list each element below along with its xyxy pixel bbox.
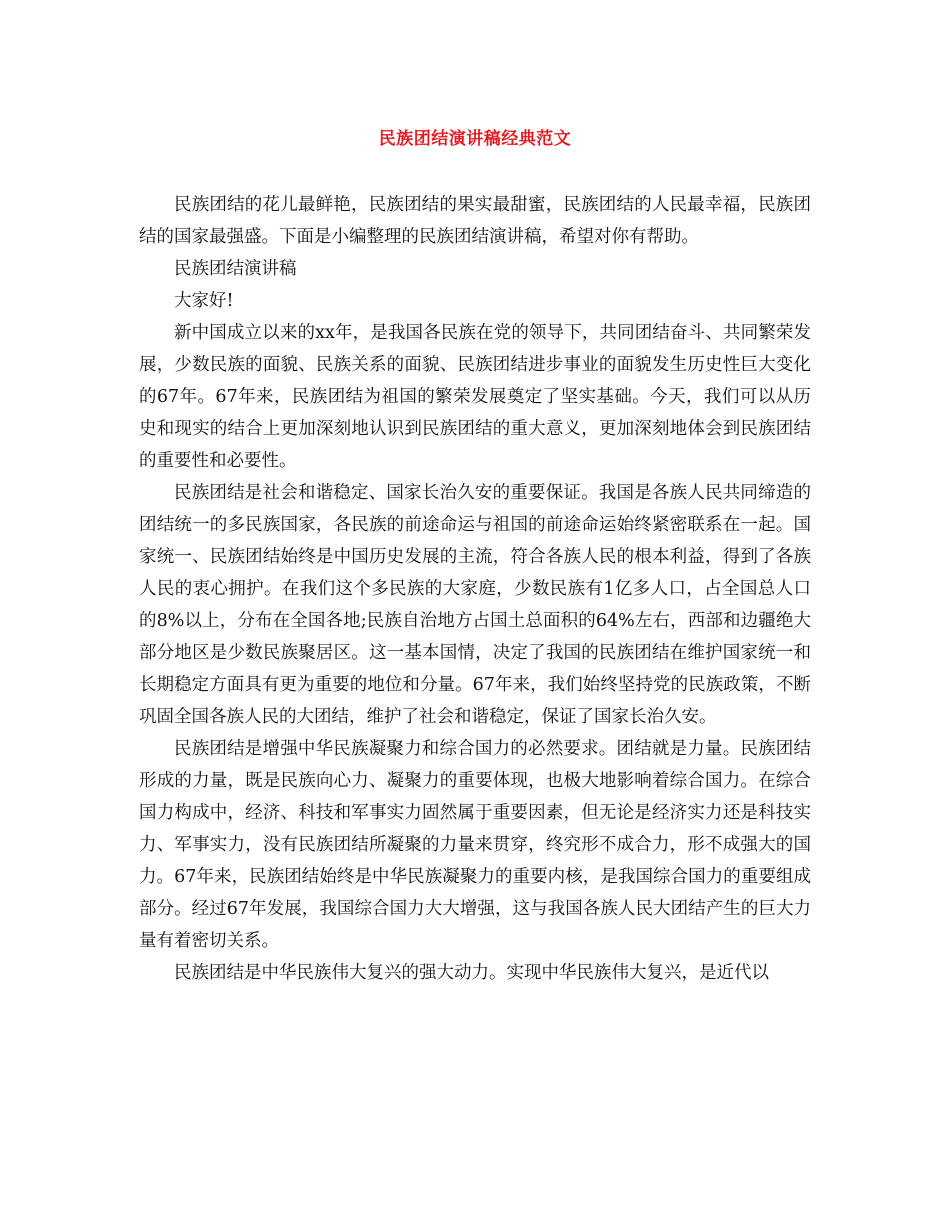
paragraph-subtitle: 民族团结演讲稿 <box>174 259 297 279</box>
paragraph-intro: 民族团结的花儿最鲜艳，民族团结的果实最甜蜜，民族团结的人民最幸福，民族团结的国家最强盛。下面是小编整理的民族团结演讲稿，希望对你有帮助。 <box>139 195 811 247</box>
paragraph-2: 民族团结是社会和谐稳定、国家长治久安的重要保证。我国是各族人民共同缔造的团结统一的多民族国家，各民族的前途命运与祖国的前途命运始终紧密联系在一起。国家统一、民族团结始终是中国历史发展的主流，符合各族人民的根本利益，得到了各族人民的衷心拥护。在我们这个多民族的大家庭，少数民族有1亿多人口，占全国总人口的8%以上，分布在全国各地;民族自治地方占国土总面积的64%左右，西部和边疆绝大部分地区是少数民族聚居区。这一基本国情，决定了我国的民族团结在维护国家统一和长期稳定方面具有更为重要的地位和分量。67年来，我们始终坚持党的民族政策，不断巩固全国各族人民的大团结，维护了社会和谐稳定，保证了国家长治久安。 <box>139 483 811 727</box>
paragraph-4: 民族团结是中华民族伟大复兴的强大动力。实现中华民族伟大复兴，是近代以 <box>174 963 769 983</box>
document-body <box>139 189 811 989</box>
paragraph-greeting: 大家好! <box>174 291 234 311</box>
document-title: 民族团结演讲稿经典范文 <box>378 129 572 149</box>
paragraph-1: 新中国成立以来的xx年，是我国各民族在党的领导下，共同团结奋斗、共同繁荣发展，少数民族的面貌、民族关系的面貌、民族团结进步事业的面貌发生历史性巨大变化的67年。67年来，民族团结为祖国的繁荣发展奠定了坚实基础。今天，我们可以从历史和现实的结合上更加深刻地认识到民族团结的重大意义，更加深刻地体会到民族团结的重要性和必要性。 <box>139 323 811 471</box>
paragraph-3: 民族团结是增强中华民族凝聚力和综合国力的必然要求。团结就是力量。民族团结形成的力量，既是民族向心力、凝聚力的重要体现，也极大地影响着综合国力。在综合国力构成中，经济、科技和军事实力固然属于重要因素，但无论是经济实力还是科技实力、军事实力，没有民族团结所凝聚的力量来贯穿，终究形不成合力，形不成强大的国力。67年来，民族团结始终是中华民族凝聚力的重要内核，是我国综合国力的重要组成部分。经过67年发展，我国综合国力大大增强，这与我国各族人民大团结产生的巨大力量有着密切关系。 <box>139 739 811 951</box>
